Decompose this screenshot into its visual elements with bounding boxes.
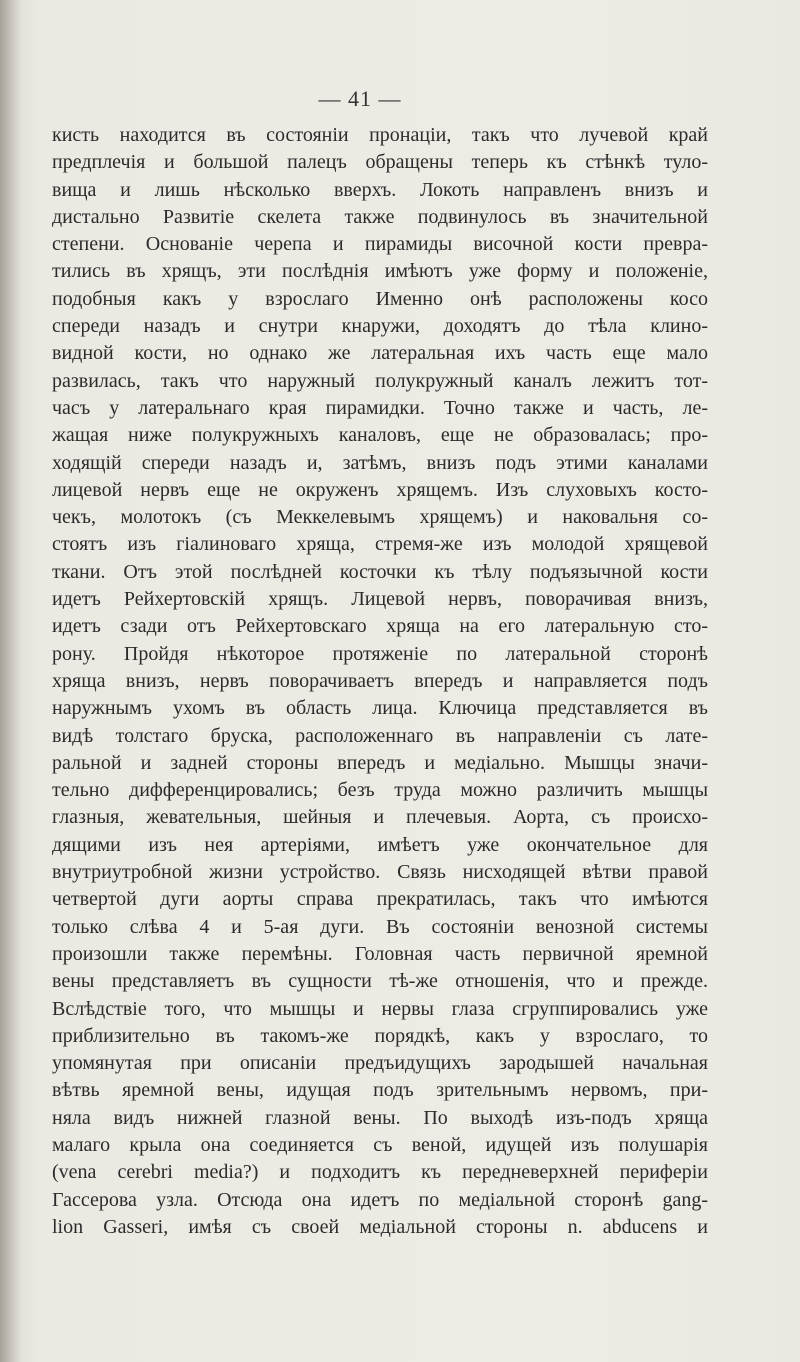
text-line: внутриутробной жизни устройство. Связь нисходящей вѣтви правой	[52, 861, 708, 884]
text-line: кисть находится въ состояніи пронаціи, такъ что лучевой край	[52, 124, 708, 146]
text-line: Вслѣдствіе того, что мышцы и нервы глаза сгруппировались уже	[52, 997, 708, 1020]
text-line: ходящій спереди назадъ и, затѣмъ, внизъ подъ этими каналами	[52, 451, 708, 474]
body-text	[52, 122, 708, 1241]
text-line: (vena cerebri media?) и подходитъ къ передневерхней периферіи	[52, 1161, 708, 1184]
text-line: идетъ сзади отъ Рейхертовскаго хряща на его латеральную сто-	[52, 615, 708, 638]
text-line: тились въ хрящъ, эти послѣднія имѣютъ уже форму и положеніе,	[52, 260, 708, 283]
text-line: ткани. Отъ этой послѣдней косточки къ тѣлу подъязычной кости	[52, 560, 708, 583]
text-line: произошли также перемѣны. Головная часть первичной яремной	[52, 942, 708, 965]
text-line: стоятъ изъ гіалиноваго хряща, стремя-же изъ молодой хрящевой	[52, 533, 708, 556]
text-line: подобныя какъ у взрослаго Именно онѣ расположены косо	[52, 287, 708, 310]
text-line: жащая ниже полукружныхъ каналовъ, еще не образовалась; про-	[52, 424, 708, 447]
text-line: вены представляетъ въ сущности тѣ-же отношенія, что и прежде.	[52, 970, 708, 993]
text-line: приблизительно въ такомъ-же порядкѣ, какъ у взрослаго, то	[52, 1024, 708, 1047]
text-line: спереди назадъ и снутри кнаружи, доходятъ до тѣла клино-	[52, 315, 708, 338]
binding-shadow	[0, 0, 22, 1362]
text-line: идетъ Рейхертовскій хрящъ. Лицевой нервъ, поворачивая внизъ,	[52, 588, 708, 611]
text-line: наружнымъ ухомъ въ область лица. Ключица представляется въ	[52, 697, 708, 720]
text-line: lion Gasseri, имѣя съ своей медіальной стороны n. abducens и	[52, 1215, 708, 1238]
text-line: рону. Пройдя нѣкоторое протяженіе по латеральной сторонѣ	[52, 642, 708, 665]
page-number: — 41 —	[318, 86, 402, 111]
text-line: четвертой дуги аорты справа прекратилась, такъ что имѣются	[52, 888, 708, 911]
text-line: развилась, такъ что наружный полукружный каналъ лежитъ тот-	[52, 369, 708, 392]
text-line: упомянутая при описаніи предъидущихъ зародышей начальная	[52, 1052, 708, 1075]
text-line: Гассерова узла. Отсюда она идетъ по медіальной сторонѣ gang-	[52, 1188, 708, 1211]
text-line: степени. Основаніе черепа и пирамиды височной кости превра-	[52, 233, 708, 256]
text-line: лицевой нервъ еще не окруженъ хрящемъ. Изъ слуховыхъ косто-	[52, 478, 708, 501]
text-line: вѣтвь яремной вены, идущая подъ зрительнымъ нервомъ, при-	[52, 1079, 708, 1102]
text-line: хряща внизъ, нервъ поворачиваетъ впередъ и направляется подъ	[52, 669, 708, 692]
text-line: ральной и задней стороны впередъ и медіально. Мышцы значи-	[52, 751, 708, 774]
text-line: чекъ, молотокъ (съ Меккелевымъ хрящемъ) и наковальня со-	[52, 506, 708, 529]
text-line: глазныя, жевательныя, шейныя и плечевыя. Аорта, съ происхо-	[52, 806, 708, 829]
text-line: дистально Развитіе скелета также подвинулось въ значительной	[52, 205, 708, 228]
text-line: видѣ толстаго бруска, расположеннаго въ направленіи съ лате-	[52, 724, 708, 747]
text-line: тельно дифференцировались; безъ труда можно различить мышцы	[52, 779, 708, 802]
text-line: предплечія и большой палецъ обращены теперь къ стѣнкѣ туло-	[52, 151, 708, 174]
text-line: вища и лишь нѣсколько вверхъ. Локоть направленъ внизъ и	[52, 178, 708, 201]
text-line: малаго крыла она соединяется съ веной, идущей изъ полушарія	[52, 1133, 708, 1156]
text-line: только слѣва 4 и 5-ая дуги. Въ состояніи венозной системы	[52, 915, 708, 938]
text-line: видной кости, но однако же латеральная ихъ часть еще мало	[52, 342, 708, 365]
text-line: дящими изъ нея артеріями, имѣетъ уже окончательное для	[52, 833, 708, 856]
text-line: няла видъ нижней глазной вены. По выходѣ изъ-подъ хряща	[52, 1106, 708, 1129]
text-line: часъ у латеральнаго края пирамидки. Точно также и часть, ле-	[52, 396, 708, 419]
